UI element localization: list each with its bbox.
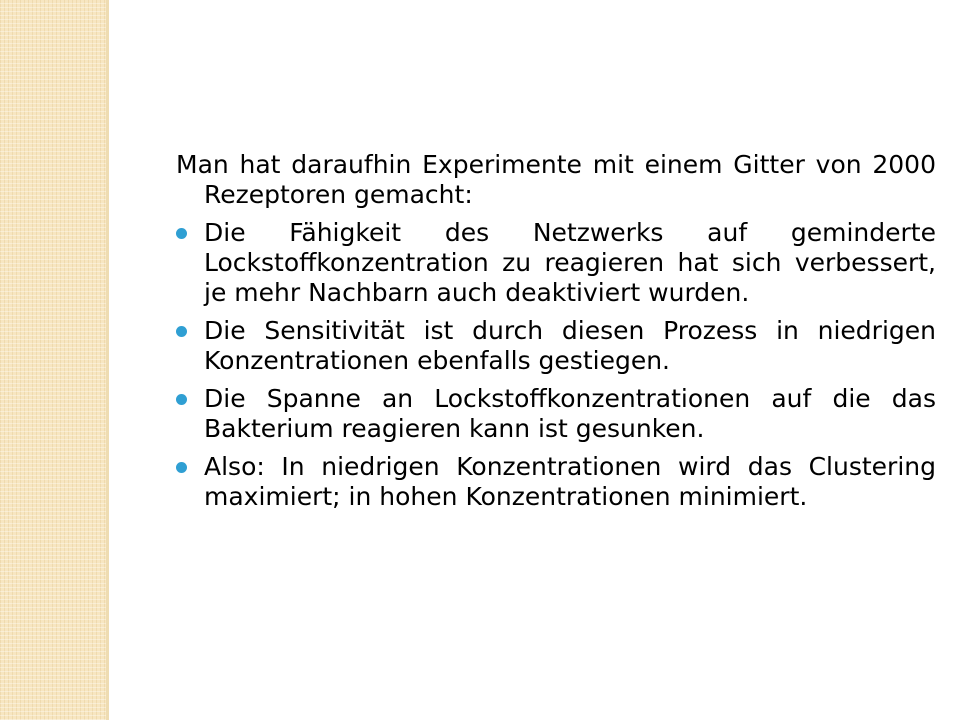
bullet-dot-icon bbox=[176, 394, 187, 405]
side-stripe-edge bbox=[106, 0, 109, 720]
intro-text: Man hat daraufhin Experimente mit einem Gitter von 2000 Rezeptoren gemacht: bbox=[176, 150, 936, 209]
bullet-text: Die Fähigkeit des Netzwerks auf geminderte Lockstoffkonzentration zu reagieren hat sich verbessert, je mehr Nachbarn auch deaktiviert wurden. bbox=[204, 218, 936, 307]
bullet-item bbox=[176, 218, 936, 308]
slide-content bbox=[176, 150, 936, 520]
bullet-dot-icon bbox=[176, 326, 187, 337]
bullet-dot-icon bbox=[176, 462, 187, 473]
bullet-item bbox=[176, 384, 936, 444]
bullet-dot-icon bbox=[176, 228, 187, 239]
bullet-text: Also: In niedrigen Konzentrationen wird das Clustering maximiert; in hohen Konzentrationen minimiert. bbox=[204, 452, 936, 511]
decorative-side-stripe bbox=[0, 0, 106, 720]
bullet-item bbox=[176, 316, 936, 376]
bullet-text: Die Spanne an Lockstoffkonzentrationen auf die das Bakterium reagieren kann ist gesunken. bbox=[204, 384, 936, 443]
bullet-item bbox=[176, 452, 936, 512]
bullet-list bbox=[176, 218, 936, 512]
bullet-text: Die Sensitivität ist durch diesen Prozess in niedrigen Konzentrationen ebenfalls gestiegen. bbox=[204, 316, 936, 375]
